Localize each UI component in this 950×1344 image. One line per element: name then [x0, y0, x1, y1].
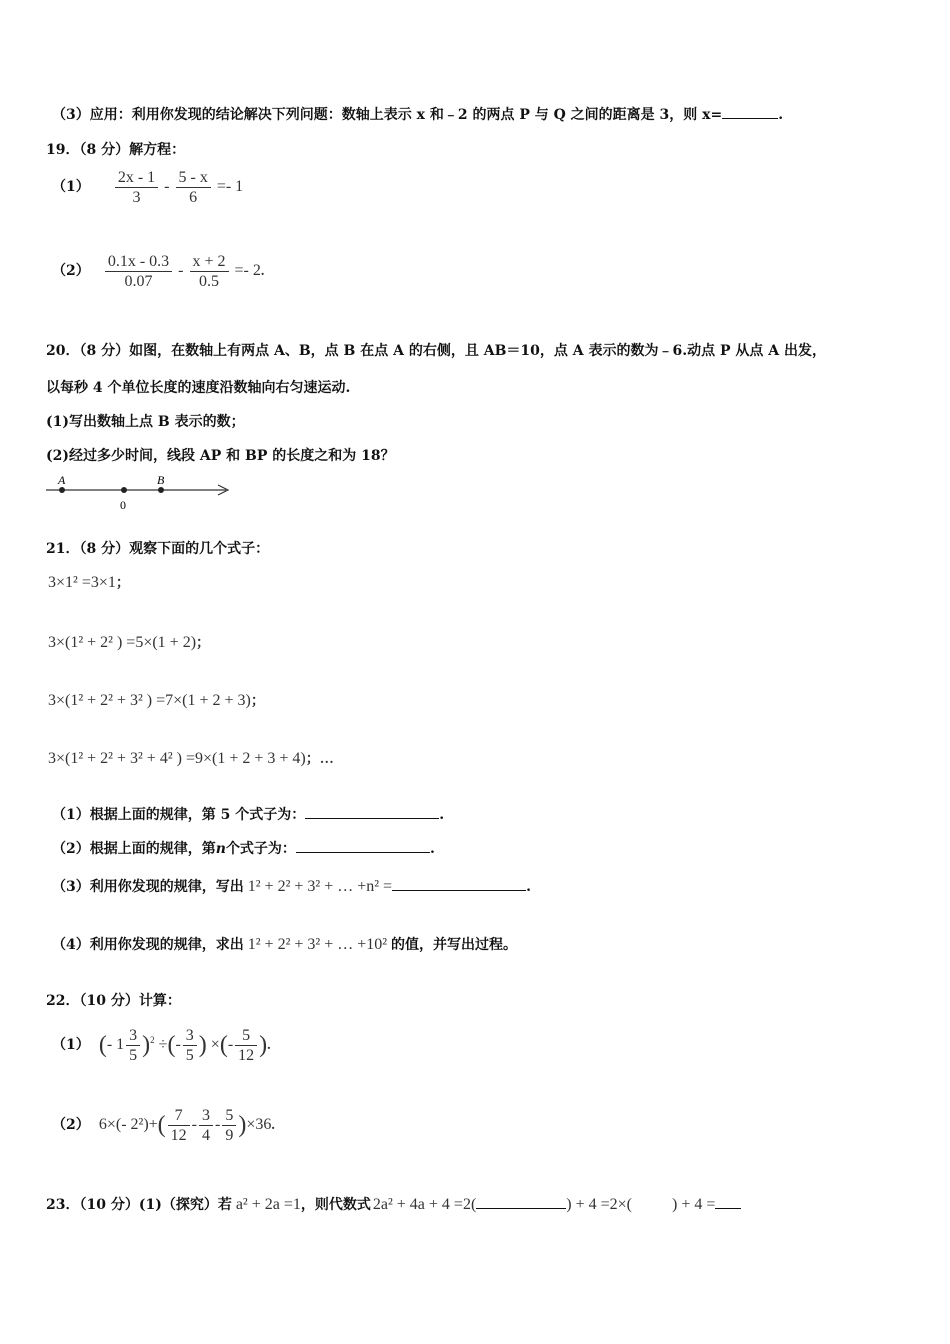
q19-title: 19．（8 分）解方程： — [46, 142, 186, 158]
q20-question2: (2)经过多少时间，线段 AP 和 BP 的长度之和为 18？ — [46, 448, 395, 464]
answer-blank[interactable] — [392, 890, 526, 891]
q20-question1: (1)写出数轴上点 B 表示的数； — [46, 414, 245, 430]
q19-part2: （2） $\frac{0.1x - 0.3}{0.07}$ - $\frac{x + 2}{0.5}$ =- 2. — [52, 253, 265, 290]
q21-sub4: （4）利用你发现的规律，求出 1² + 2² + 3² + … +10² 的值，并写出过程。 — [52, 936, 518, 953]
q21-sub2: （2）根据上面的规律，第n个式子为： . — [52, 841, 435, 857]
q21-formula-2: 3×(1² + 2² ) =5×(1 + 2)； — [48, 634, 211, 651]
q21-formula-3: 3×(1² + 2² + 3² ) =7×(1 + 2 + 3)； — [48, 692, 265, 709]
q23-line: 23．（10 分）(1)（探究）若 a² + 2a =1，则代数式 2a² + 4a + 4 =2( ) + 4 =2×( ) + 4 = — [46, 1194, 741, 1214]
q22-title: 22．（10 分）计算： — [46, 993, 181, 1009]
q20-line1: 20．（8 分）如图，在数轴上有两点 A、B，点 B 在点 A 的右侧，且 AB＝10，点 A 表示的数为﹣6.动点 P 从点 A 出发， — [46, 343, 827, 359]
answer-blank[interactable] — [476, 1208, 566, 1209]
q18-part3: （3）应用：利用你发现的结论解决下列问题：数轴上表示 x 和﹣2 的两点 P 与 Q 之间的距离是 3，则 x= . — [52, 107, 784, 123]
q21-formula-1: 3×1² =3×1； — [48, 574, 130, 591]
fraction: $\frac{5}{12}$ — [235, 1026, 257, 1065]
fraction: $\frac{2x - 1}{3}$ — [115, 168, 158, 207]
q21-sub3: （3）利用你发现的规律，写出 1² + 2² + 3² + … +n² = . — [52, 878, 531, 895]
fraction: $\frac{3}{5}$ — [126, 1026, 140, 1065]
fraction: $\frac{3}{5}$ — [183, 1026, 197, 1065]
point-a-dot — [59, 487, 65, 493]
q20-line2: 以每秒 4 个单位长度的速度沿数轴向右匀速运动. — [46, 380, 351, 396]
q18-part3-text: （3）应用：利用你发现的结论解决下列问题：数轴上表示 x 和﹣2 的两点 P 与 Q 之间的距离是 3，则 x= — [52, 107, 723, 123]
fraction: $\frac{3}{4}$ — [199, 1106, 213, 1145]
q21-sub1: （1）根据上面的规律，第 5 个式子为： . — [52, 807, 445, 823]
fraction: $\frac{5}{9}$ — [222, 1106, 236, 1145]
point-b-label: B — [157, 473, 165, 487]
answer-blank[interactable] — [305, 818, 439, 819]
answer-blank[interactable] — [296, 852, 430, 853]
q19-part1: （1） $\frac{2x - 1}{3}$ - $\frac{5 - x}{6}$ =- 1 — [52, 169, 244, 206]
number-line-figure — [40, 470, 240, 514]
point-a-label: A — [58, 473, 66, 487]
q22-part1: （1） (- 1 $\frac{3}{5}$ )$^2$ ÷(- $\frac{3}{5}$ ) ×(- $\frac{5}{12}$ ). — [52, 1027, 271, 1064]
q21-formula-4: 3×(1² + 2² + 3² + 4² ) =9×(1 + 2 + 3 + 4)；… — [48, 750, 334, 767]
fraction: $\frac{7}{12}$ — [168, 1106, 190, 1145]
q21-title: 21．（8 分）观察下面的几个式子： — [46, 541, 270, 557]
answer-blank[interactable] — [715, 1208, 741, 1209]
q22-part2: （2） 6×(- 2²)+( $\frac{7}{12}$ - $\frac{3}{4}$ - $\frac{5}{9}$ )×36. — [52, 1107, 275, 1144]
answer-blank[interactable] — [722, 118, 778, 119]
fraction: $\frac{x + 2}{0.5}$ — [190, 252, 229, 291]
origin-label: 0 — [120, 498, 126, 512]
point-b-dot — [158, 487, 164, 493]
fraction: $\frac{0.1x - 0.3}{0.07}$ — [105, 252, 172, 291]
origin-dot — [121, 487, 127, 493]
fraction: $\frac{5 - x}{6}$ — [176, 168, 211, 207]
